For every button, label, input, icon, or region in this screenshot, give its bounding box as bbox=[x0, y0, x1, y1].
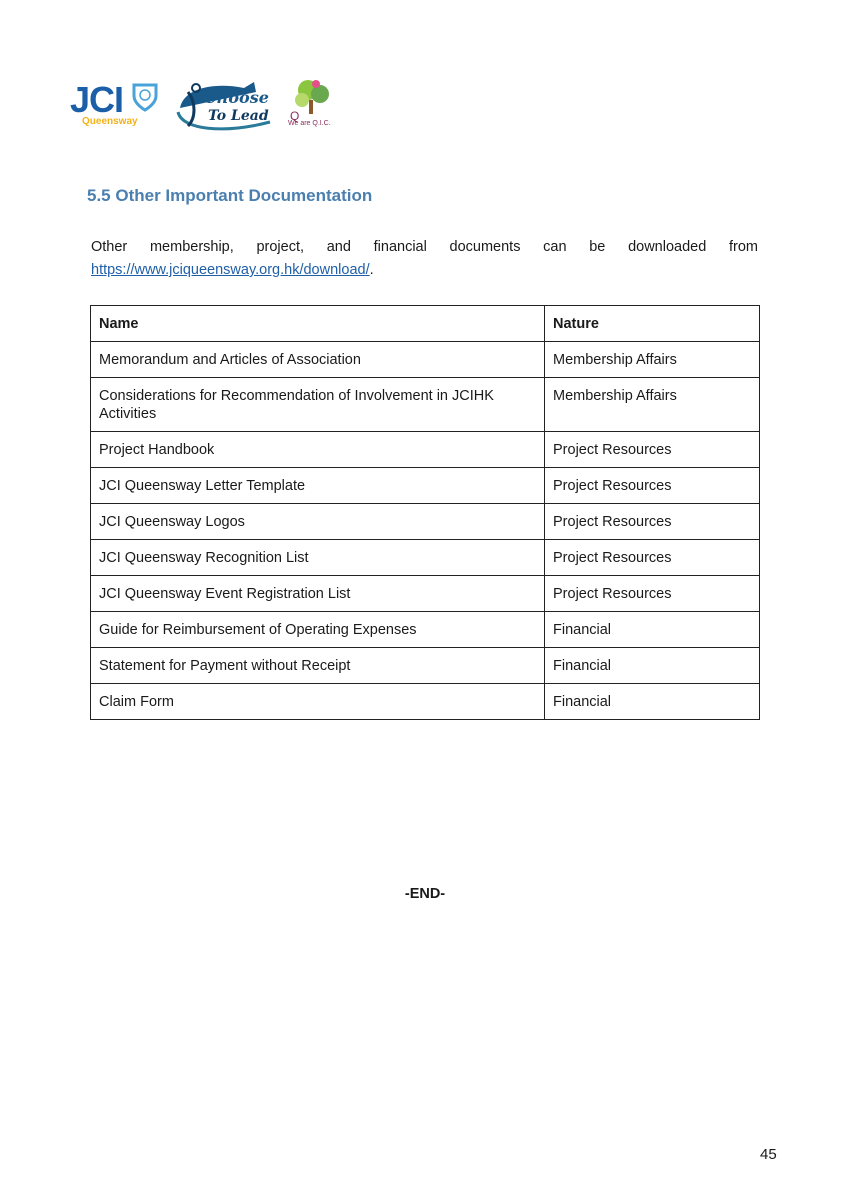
end-marker: -END- bbox=[404, 886, 446, 902]
choose-to-lead-logo bbox=[174, 78, 284, 134]
document-nature: Project Resources bbox=[545, 540, 760, 576]
header-logos bbox=[68, 76, 358, 136]
table-row bbox=[91, 504, 760, 540]
jci-shield-icon bbox=[132, 82, 158, 112]
document-name: Guide for Reimbursement of Operating Expenses bbox=[91, 612, 545, 648]
intro-text: Other membership, project, and financial documents can be downloaded from bbox=[91, 239, 758, 255]
document-name: Claim Form bbox=[91, 684, 545, 720]
svg-text:Q: Q bbox=[290, 109, 300, 122]
document-nature: Financial bbox=[545, 684, 760, 720]
intro-paragraph bbox=[91, 236, 758, 282]
table-row bbox=[91, 684, 760, 720]
tree-logo bbox=[288, 76, 338, 134]
document-name: Statement for Payment without Receipt bbox=[91, 648, 545, 684]
document-name: Memorandum and Articles of Association bbox=[91, 342, 545, 378]
page-number: 45 bbox=[760, 1146, 777, 1163]
column-header-name: Name bbox=[91, 306, 545, 342]
document-nature: Financial bbox=[545, 648, 760, 684]
table-header-row bbox=[91, 306, 760, 342]
document-nature: Project Resources bbox=[545, 468, 760, 504]
download-link[interactable]: https://www.jciqueensway.org.hk/download/ bbox=[91, 262, 370, 278]
document-nature: Project Resources bbox=[545, 504, 760, 540]
document-name: JCI Queensway Recognition List bbox=[91, 540, 545, 576]
table-row bbox=[91, 432, 760, 468]
document-name: Considerations for Recommendation of Involvement in JCIHK Activities bbox=[91, 378, 545, 432]
choose-logo-line2: To Lead bbox=[208, 108, 269, 124]
document-name: JCI Queensway Logos bbox=[91, 504, 545, 540]
table-row bbox=[91, 540, 760, 576]
table-row bbox=[91, 648, 760, 684]
table-row bbox=[91, 612, 760, 648]
section-title: 5.5 Other Important Documentation bbox=[87, 186, 373, 205]
document-nature: Project Resources bbox=[545, 576, 760, 612]
jci-logo-wordmark: JCI bbox=[70, 79, 124, 120]
document-name: JCI Queensway Letter Template bbox=[91, 468, 545, 504]
document-name: Project Handbook bbox=[91, 432, 545, 468]
table-row bbox=[91, 342, 760, 378]
document-nature: Financial bbox=[545, 612, 760, 648]
document-name: JCI Queensway Event Registration List bbox=[91, 576, 545, 612]
choose-logo-line1: Choose bbox=[204, 88, 269, 107]
document-nature: Project Resources bbox=[545, 432, 760, 468]
intro-period: . bbox=[369, 262, 374, 278]
table-row bbox=[91, 468, 760, 504]
jci-queensway-logo bbox=[68, 76, 168, 132]
table-row bbox=[91, 378, 760, 432]
table-row bbox=[91, 576, 760, 612]
documents-table bbox=[90, 305, 760, 720]
column-header-nature: Nature bbox=[545, 306, 760, 342]
tree-icon bbox=[288, 76, 338, 122]
jci-logo-subtitle: Queensway bbox=[82, 116, 138, 127]
tree-logo-caption: We are Q.I.C. bbox=[288, 120, 331, 127]
document-nature: Membership Affairs bbox=[545, 378, 760, 432]
document-nature: Membership Affairs bbox=[545, 342, 760, 378]
